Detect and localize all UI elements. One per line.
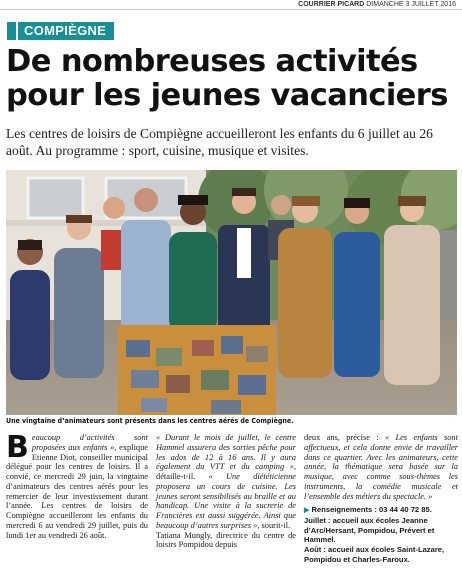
section-stripe: [7, 22, 16, 40]
masthead-bar: [0, 0, 462, 10]
article-column-2: [156, 433, 296, 550]
drop-cap: B: [6, 430, 29, 465]
publication-name: COURRIER PICARD: [298, 1, 365, 8]
article-photo: [6, 170, 457, 415]
headline: De nombreuses activités pour les jeunes vacanciers: [6, 44, 448, 113]
lead-paragraph: Les centres de loisirs de Compiègne accueilleront les enfants du 6 juillet au 26 août. Au programme : sport, cuisine, musique et visites.: [6, 126, 433, 158]
info-line-august: Août : accueil aux écoles Saint-Lazare, Pompidou et Charles-Faroux.: [304, 545, 445, 564]
article-body: [6, 430, 458, 578]
info-box: [304, 505, 458, 564]
section-label: COMPIÈGNE: [18, 22, 114, 40]
masthead-source: [298, 0, 456, 9]
publication-date: DIMANCHE 3 JUILLET 2016: [366, 1, 456, 8]
col1-text: », explique Etienne Diot, conseiller municipal délégué pour les centres de loisirs. Il a convié, ce mercredi 29 juin, la vingtaine d’animateurs des centres aérés pour les remercier de leur investissement durant l’année. Les centres de loisirs de Compiègne accueilleront les enfants du mercredi 6 au vendredi 29 juillet, puis du lundi 1er au vendredi 26 août.: [6, 442, 148, 540]
col2-quote-1: « Durant le mois de juillet, le centre Hammel assurera des sorties pêche pour les ados de 12 à 16 ans. Il y aura également du VTT et du camping »: [156, 433, 296, 472]
col3-text: deux ans, précise :: [304, 433, 385, 442]
photo-caption: Une vingtaine d’animateurs sont présents dans les centres aérés de Compiègne.: [6, 417, 294, 425]
article-column-3: [304, 433, 458, 564]
section-tag: [7, 22, 114, 40]
col2-mid-2: , sourit-il.: [257, 520, 291, 530]
col2-quote-2: « Une diététicienne proposera un cours de cuisine. Les jeunes seront sensibilisés au braille et au handicap. Une visite à la sucrerie de Francières est aussi suggérée. Ainsi que beaucoup d’autres surprises »: [156, 472, 296, 530]
col2-mid-1: , détaille-t-il.: [156, 462, 296, 481]
info-line-phone: ▶ Renseignements : 03 44 40 72 85.: [304, 505, 432, 515]
col3-quote: « Les enfants sont affectueux, et cela donne envie de travailler dans ce quartier. Avec les animateurs, cette année, la thématique sera basée sur la musique, avec comme sous-thèmes les instruments, la comédie musicale et l’ensemble des métiers du spectacle. »: [304, 433, 458, 501]
info-line-july: Juillet : accueil aux écoles Jeanne d’Arc/Hersant, Pompidou, Prévert et Hammel.: [304, 515, 435, 545]
col2-text: Tatiana Mungly, directrice du centre de loisirs Pompidou depuis: [156, 530, 296, 550]
article-column-1: [6, 430, 148, 540]
group-photo-illustration: [6, 170, 457, 415]
col1-quote: eaucoup d’activités sont proposées aux enfants: [31, 433, 148, 452]
poster-board: [118, 325, 276, 415]
triangle-marker-icon: ▶: [304, 507, 310, 515]
